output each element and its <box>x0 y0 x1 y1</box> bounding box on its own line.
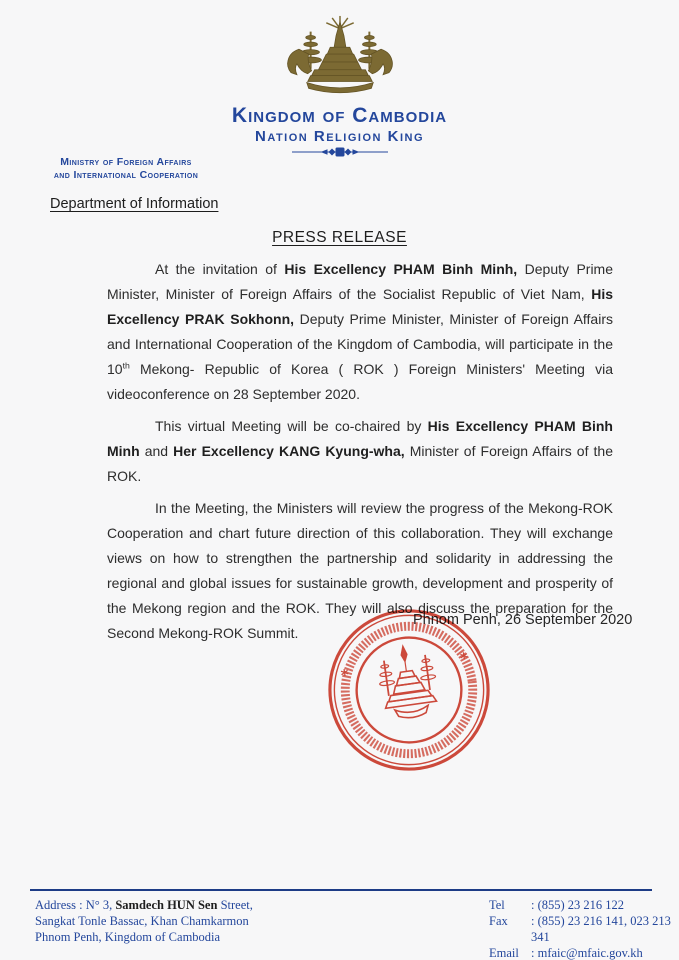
svg-text:*: * <box>339 666 351 685</box>
address-line-3: Phnom Penh, Kingdom of Cambodia <box>35 930 221 944</box>
footer-contacts <box>489 897 674 960</box>
address-line-1: Address : N° 3, Samdech HUN Sen Street, <box>35 898 253 912</box>
ministry-line-2: and International Cooperation <box>53 169 199 181</box>
fax-value: : (855) 23 216 141, 023 213 341 <box>531 914 671 944</box>
email-label: Email <box>489 946 519 960</box>
paragraph-3: In the Meeting, the Ministers will review the progress of the Mekong-ROK Cooperation and chart future direction of this collaboration. They will exchange views on how to strengthen the partnership and solidarity in addressing the regional and global issues for sustainable growth, development and prosperity of the Mekong region and the ROK. They will also discuss the preparation for the Second Mekong-ROK Summit. <box>107 500 613 641</box>
tel-value: : (855) 23 216 122 <box>531 898 625 912</box>
email-value: : mfaic@mfaic.gov.kh <box>531 946 643 960</box>
press-release-title: PRESS RELEASE <box>272 229 407 246</box>
footer-divider <box>30 889 652 891</box>
ornament-divider-icon <box>292 147 388 157</box>
dateline: Phnom Penh, 26 September 2020 <box>413 612 633 628</box>
national-motto: Nation Religion King <box>254 128 425 145</box>
official-seal-stamp-icon <box>325 606 493 774</box>
kingdom-title: Kingdom of Cambodia <box>231 104 448 127</box>
svg-text:*: * <box>459 649 470 668</box>
department-name: Department of Information <box>50 196 219 212</box>
press-release-body <box>107 257 613 653</box>
footer-address <box>35 897 335 945</box>
address-line-2: Sangkat Tonle Bassac, Khan Chamkarmon <box>35 914 249 928</box>
ministry-name <box>26 156 226 182</box>
royal-arms-emblem <box>281 14 399 106</box>
paragraph-1: At the invitation of His Excellency PHAM Binh Minh, Deputy Prime Minister, Minister of Foreign Affairs of the Socialist Republic of Viet Nam, His Excellency PRAK Sokhonn, Deputy Prime Minister, Minister of Foreign Affairs and International Cooperation of the Kingdom of Cambodia, will participate in the 10th Mekong- Republic of Korea ( ROK ) Foreign Ministers' Meeting via videoconference on 28 September 2020. <box>107 261 613 402</box>
paragraph-2: This virtual Meeting will be co-chaired by His Excellency PHAM Binh Minh and Her Excellency KANG Kyung-wha, Minister of Foreign Affairs of the ROK. <box>107 418 614 484</box>
fax-label: Fax <box>489 914 508 928</box>
ministry-line-1: Ministry of Foreign Affairs <box>60 156 192 168</box>
tel-label: Tel <box>489 898 505 912</box>
